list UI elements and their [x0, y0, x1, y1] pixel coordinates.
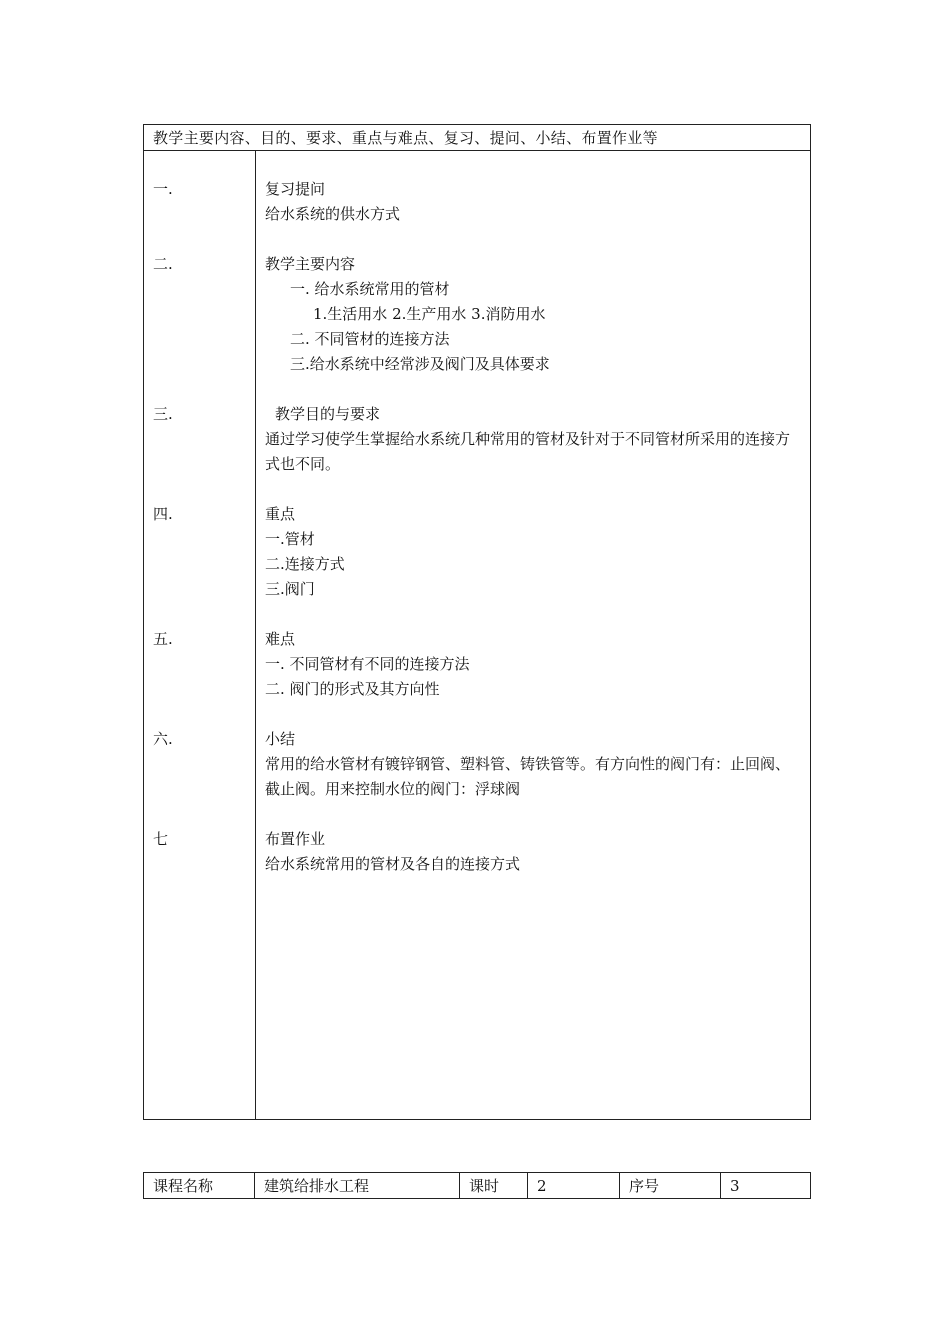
section-number: 五. — [153, 630, 173, 648]
hours-value: 2 — [528, 1173, 620, 1198]
course-info-table — [143, 1172, 811, 1199]
section-title: 重点 — [265, 505, 296, 523]
section-number: 一. — [153, 180, 173, 198]
sequence-value: 3 — [730, 1177, 740, 1195]
lesson-content-table — [143, 124, 811, 1120]
sequence-label: 序号 — [620, 1173, 721, 1198]
section-line: 一. 不同管材有不同的连接方法 — [265, 655, 470, 673]
section-line: 常用的给水管材有镀锌钢管、塑料管、铸铁管等。有方向性的阀门有：止回阀、截止阀。用来控制水位的阀门：浮球阀 — [265, 755, 791, 798]
section-title: 小结 — [265, 730, 296, 748]
section-number: 二. — [153, 255, 173, 273]
section-line: 给水系统常用的管材及各自的连接方式 — [265, 855, 521, 873]
section-title: 教学主要内容 — [265, 255, 356, 273]
hours-label: 课时 — [460, 1173, 528, 1198]
section-line: 给水系统的供水方式 — [265, 205, 401, 223]
course-name-label: 课程名称 — [144, 1173, 255, 1198]
section-line: 1.生活用水 2.生产用水 3.消防用水 — [313, 305, 546, 323]
section-title: 教学目的与要求 — [275, 405, 381, 423]
course-name-value: 建筑给排水工程 — [255, 1173, 460, 1198]
table-header: 教学主要内容、目的、要求、重点与难点、复习、提问、小结、布置作业等 — [144, 125, 810, 151]
section-number: 四. — [153, 505, 173, 523]
section-line: 三.给水系统中经常涉及阀门及具体要求 — [290, 355, 550, 373]
section-line: 二.连接方式 — [265, 555, 345, 573]
section-title: 布置作业 — [265, 830, 326, 848]
section-line: 二. 不同管材的连接方法 — [290, 330, 450, 348]
section-number: 三. — [153, 405, 173, 423]
section-number: 七 — [153, 830, 169, 848]
section-line: 一.管材 — [265, 530, 315, 548]
section-title: 难点 — [265, 630, 296, 648]
section-line: 二. 阀门的形式及其方向性 — [265, 680, 440, 698]
section-line: 三.阀门 — [265, 580, 315, 598]
section-line: 一. 给水系统常用的管材 — [290, 280, 450, 298]
column-divider — [255, 151, 256, 1119]
section-line: 通过学习使学生掌握给水系统几种常用的管材及针对于不同管材所采用的连接方式也不同。 — [265, 430, 791, 473]
section-number: 六. — [153, 730, 173, 748]
section-title: 复习提问 — [265, 180, 326, 198]
